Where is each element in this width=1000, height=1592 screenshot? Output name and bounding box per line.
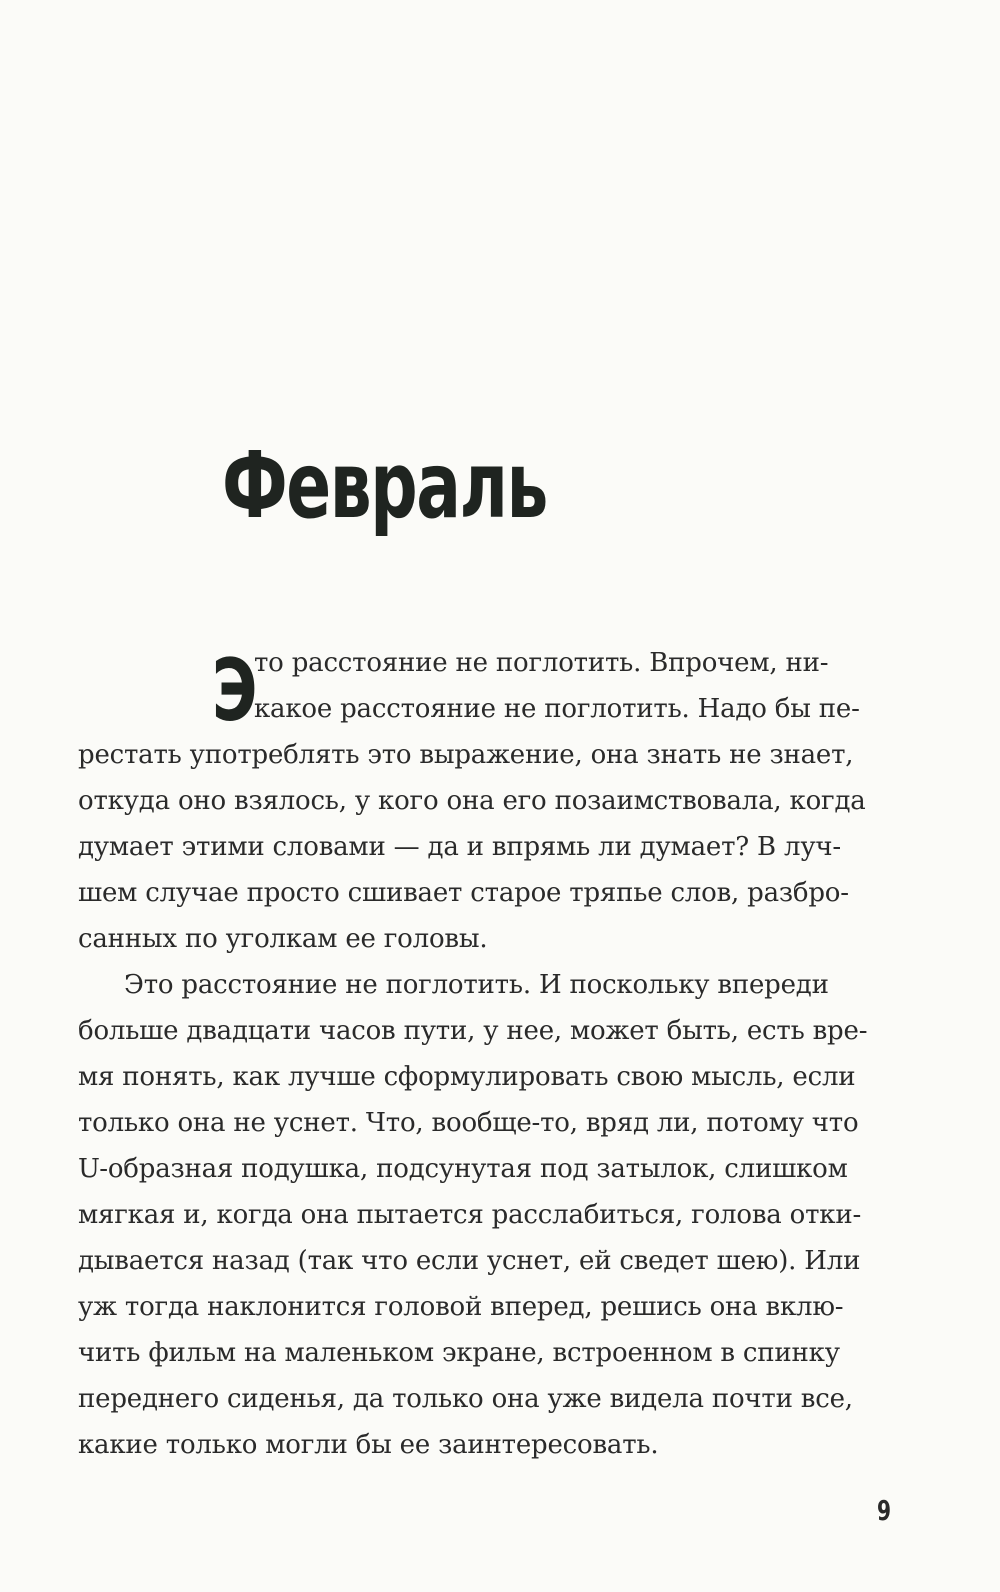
- text-line: [78, 1284, 890, 1330]
- text-line-content: думает этими словами — да и впрямь ли думает? В луч-: [78, 832, 842, 862]
- text-line: [78, 1054, 890, 1100]
- text-line-content: какие только могли бы ее заинтересовать.: [78, 1430, 659, 1460]
- text-line: [78, 1330, 890, 1376]
- text-line: [78, 916, 890, 962]
- text-line-content: мя понять, как лучше сформулировать свою мысль, если: [78, 1062, 856, 1092]
- text-line-content: U-образная подушка, подсунутая под затылок, слишком: [78, 1154, 848, 1184]
- text-line-content: только она не уснет. Что, вообще-то, вряд ли, потому что: [78, 1108, 859, 1138]
- text-line-content: какое расстояние не поглотить. Надо бы пе-: [254, 694, 860, 724]
- drop-cap: Э: [212, 641, 258, 741]
- body-text: [78, 640, 890, 1468]
- text-line: [78, 1238, 890, 1284]
- text-line: [78, 778, 890, 824]
- text-line: [78, 824, 890, 870]
- text-line: [78, 1008, 890, 1054]
- chapter-title: Февраль: [222, 432, 547, 539]
- text-line: [78, 870, 890, 916]
- text-line-content: больше двадцати часов пути, у нее, может быть, есть вре-: [78, 1016, 868, 1046]
- text-line: [78, 1100, 890, 1146]
- text-line-content: то расстояние не поглотить. Впрочем, ни-: [254, 648, 829, 678]
- text-line: [78, 1192, 890, 1238]
- page-number: 9: [877, 1494, 892, 1527]
- text-line: [78, 732, 890, 778]
- text-line: [78, 640, 890, 686]
- text-line: [78, 1146, 890, 1192]
- text-line-content: рестать употреблять это выражение, она знать не знает,: [78, 740, 854, 770]
- text-line-content: дывается назад (так что если уснет, ей сведет шею). Или: [78, 1246, 861, 1276]
- text-line: [78, 686, 890, 732]
- text-line-content: откуда оно взялось, у кого она его позаимствовала, когда: [78, 786, 866, 816]
- text-line: [78, 1422, 890, 1468]
- text-line-content: шем случае просто сшивает старое тряпье слов, разбро-: [78, 878, 849, 908]
- text-line-content: санных по уголкам ее головы.: [78, 924, 488, 954]
- text-line-content: чить фильм на маленьком экране, встроенном в спинку: [78, 1338, 840, 1368]
- text-line-content: мягкая и, когда она пытается расслабиться, голова отки-: [78, 1200, 862, 1230]
- text-line: [78, 1376, 890, 1422]
- text-line-content: Это расстояние не поглотить. И поскольку впереди: [124, 970, 829, 1000]
- text-line-content: переднего сиденья, да только она уже видела почти все,: [78, 1384, 853, 1414]
- text-line-content: уж тогда наклонится головой вперед, решись она вклю-: [78, 1292, 844, 1322]
- text-line: [78, 962, 890, 1008]
